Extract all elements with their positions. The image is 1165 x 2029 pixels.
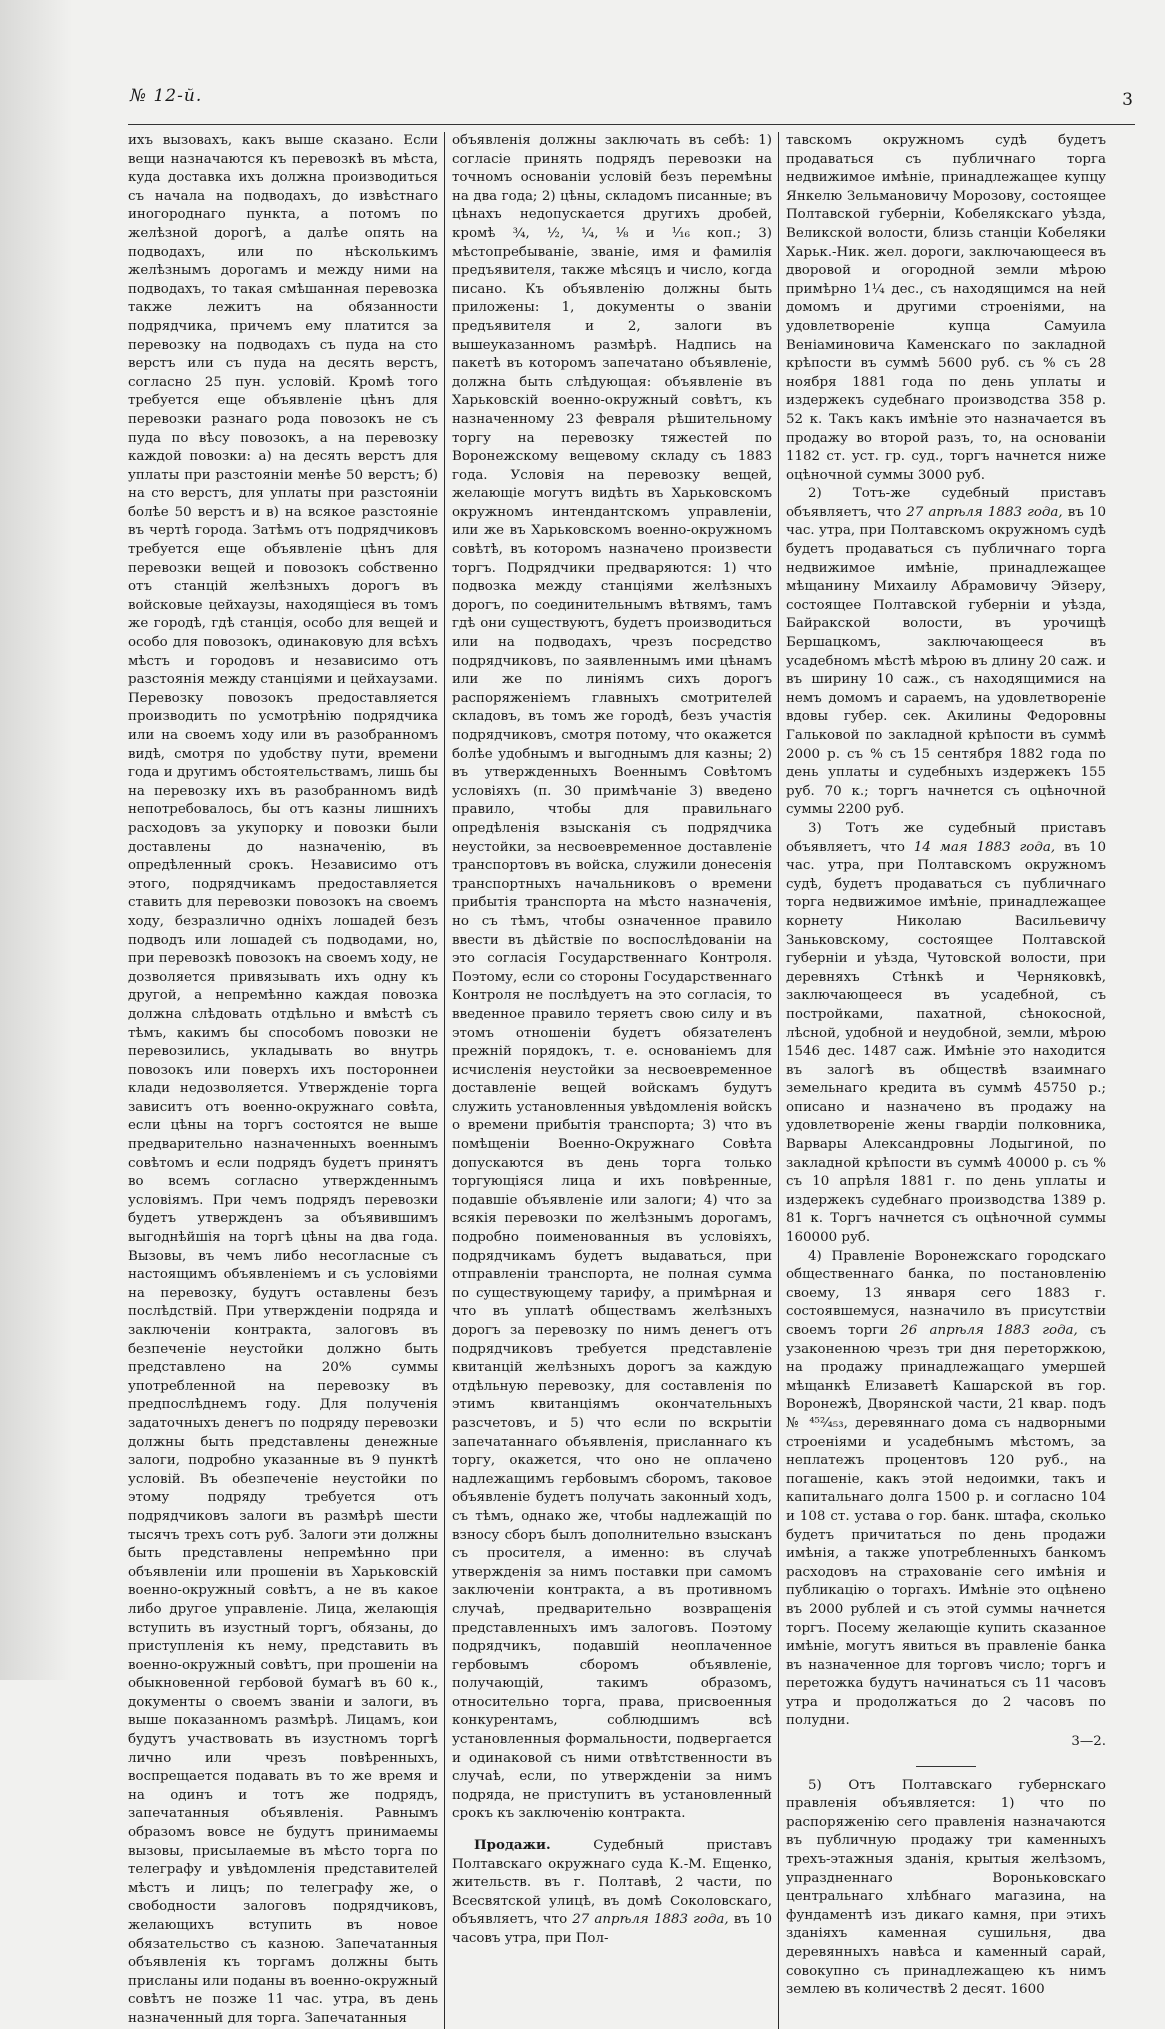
sale-2-date: 27 апрѣля 1883 года, <box>906 504 1063 520</box>
sale-4-signature: 3—2. <box>1071 1734 1106 1750</box>
sale-4-body: съ узаконенною чрезъ три дня переторжкою, на продажу принадлежащаго умершей мѣщанкѣ Елизаветѣ Кашарской въ гор. Воронежѣ, Дворянской части, 21 квар. подъ № ⁴⁵²⁄₄₅₃, деревяннаго дома съ надворными строеніями и усадебнымъ мѣстомъ, за неплатежъ процентовъ 120 руб., на погашеніе, какъ этой недоимки, такъ и капитальнаго долга 1500 р. и согласно 104 и 108 ст. устава о гор. банк. штафа, сколько будетъ причитаться по день продажи имѣнія, а также употребленныхъ банкомъ расходовъ на страхованіе сего имѣнія и публикацію о торгахъ. Имѣніе это оцѣнено въ 2000 рублей и съ этой суммы начнется торгъ. Посему желающіе купить сказанное имѣніе, могутъ явиться въ правленіе банка въ назначенное для торговъ число; торгъ и перетожка будутъ начинаться съ 11 часовъ утра и продолжаться до 2 часовъ по полудни. <box>786 1323 1106 1729</box>
page-gutter <box>0 0 72 1680</box>
contract-notice-conditions: объявленія должны заключать въ себѣ: 1) согласіе принять подрядъ перевозки на точномъ основаніи условій безъ перемѣны на два года; 2) цѣны, складомъ писанные; въ цѣнахъ недопускается другихъ дробей, кромѣ ¾, ½, ¼, ⅛ и ¹⁄₁₆ коп.; 3) мѣстопребываніе, званіе, имя и фамилія предъявителя, также мѣсяцъ и число, когда писано. Къ объявленію должны быть приложены: 1, документы о званіи предъявителя и 2, залоги въ вышеуказанномъ размѣрѣ. Надпись на пакетѣ въ которомъ запечатано объявленіе, должна быть слѣдующая: объявленіе въ Харьковскій военно-окружный совѣтъ, къ назначенному 23 февраля рѣшительному торгу на перевозку тяжестей по Воронежскому вещевому складу съ 1883 года. Условія на перевозку вещей, желающіе могутъ видѣть въ Харьковскомъ окружномъ интендантскомъ управленіи, или же въ Харьковскомъ военно-окружномъ совѣтѣ, въ которомъ назначено произвести торгъ. Подрядчики предваряются: 1) что подвозка между станціями желѣзныхъ дорогъ, по соединительнымъ вѣтвямъ, тамъ гдѣ они существуютъ, будетъ производиться или на подводахъ, чрезъ посредство подрядчиковъ, по заявленнымъ ими цѣнамъ или же по линіямъ сихъ дорогъ распоряженіемъ главныхъ смотрителей складовъ, въ томъ же городѣ, безъ участія подрядчиковъ, смотря потому, что окажется болѣе удобнымъ и выгоднымъ для казны; 2) въ утвержденныхъ Военнымъ Совѣтомъ условіяхъ (п. 30 примѣчаніе 3) введено правило, чтобы для правильнаго опредѣленія взысканія съ подрядчика неустойки, за несвоевременное доставленіе транспортовъ въ войска, служили донесенія транспортныхъ начальниковъ о времени прибытія транспорта на мѣсто назначенія, но съ тѣмъ, чтобы означенное правило ввести въ дѣйствіе по воспослѣдованіи на это согласія Государственнаго Контроля. Поэтому, если со стороны Государственнаго Контроля не послѣдуетъ на это согласія, то введенное правило теряетъ свою силу и въ этомъ отношеніи будетъ обязателенъ прежній порядокъ, т. е. основаніемъ для исчисленія неустойки за несвоевременное доставленіе вещей войскамъ будутъ служить установленныя увѣдомленія войскъ о времени прибытія транспорта; 3) что въ помѣщеніи Военно-Окружнаго Совѣта допускаются въ день торга только торгующіяся лица и ихъ повѣренные, подавшіе объявленіе или залоги; 4) что за всякія перевозки по желѣзнымъ дорогамъ, подробно поименованныя въ условіяхъ, подрядчикамъ будетъ выдаваться, при отправленіи транспорта, не полная сумма по существующему тарифу, а примѣрная и что въ уплатѣ обществамъ желѣзныхъ дорогъ за перевозку по нимъ денегъ отъ подрядчиковъ требуется представленіе квитанцій желѣзныхъ дорогъ за каждую отдѣльную перевозку, для составленія по этимъ квитанціямъ окончательныхъ разсчетовъ, и 5) что если по вскрытіи запечатаннаго объявленія, присланнаго къ торгу, окажется, что оно не оплачено надлежащимъ гербовымъ сборомъ, таковое объявленіе будетъ получать законный ходъ, съ тѣмъ, однако же, чтобы надлежащій по взносу сборъ былъ дополнительно взысканъ съ просителя, а именно: въ случаѣ утвержденія за нимъ поставки при самомъ заключеніи контракта, а въ противномъ случаѣ, предварительно возвращенія представленныхъ имъ залоговъ. Поэтому подрядчикъ, подавшій неоплаченное гербовымъ сборомъ объявленіе, получающій, такимъ образомъ, относительно торга, права, присвоенныя конкурентамъ, соблюдшимъ всѣ установленныя формальности, подвергается и одинаковой съ ними отвѣтственности въ случаѣ, если, по утвержденіи за нимъ подряда, не приступитъ въ установленный срокъ къ заключенію контракта. <box>452 133 772 1822</box>
sale-3-date: 14 мая 1883 года, <box>913 839 1056 855</box>
sale-notice-2 <box>786 485 1106 820</box>
sale-notice-1-continued: тавскомъ окружномъ судѣ будетъ продаваться съ публичнаго торга недвижимое имѣніе, принадлежащее купцу Янкелю Зельмановичу Морозову, состоящее Полтавской губерніи, Кобелякскаго уѣзда, Великской волости, близь станціи Кобеляки Харьк.-Ник. жел. дороги, заключающееся въ дворовой и огородной земли мѣрою примѣрно 1¼ дес., съ находящимся на ней домомъ и другими строеніями, на удовлетвореніе купца Самуила Веніаминовича Каменскаго по закладной крѣпости въ суммѣ 5600 руб. съ % съ 28 ноября 1881 года по день уплаты и издержекъ судебнаго производства 358 р. 52 к. Такъ какъ имѣніе это назначается въ продажу во второй разъ, то, на основаніи 1182 ст. уст. гр. суд., торгъ начнется ниже оцѣночной суммы 3000 руб. <box>786 133 1106 483</box>
section-divider <box>916 1766 976 1767</box>
column-2 <box>452 132 772 2029</box>
sale-1-date: 27 апрѣля 1883 года, <box>572 1912 729 1928</box>
sale-notice-4 <box>786 1248 1106 1731</box>
column-1 <box>128 132 438 2029</box>
sale-3-intro: 3) Тотъ же судебный приставъ объявляетъ, что <box>786 820 1106 855</box>
issue-number: № 12-й. <box>130 86 203 106</box>
sale-notice-5: 5) Отъ Полтавскаго губернскаго правленія объявляется: 1) что по распоряженію сего правленія назначаются въ публичную продажу три каменныхъ трехъ-этажныя зданія, крытыя желѣзомъ, упраздненнаго Вороньковскаго центральнаго хлѣбнаго магазина, на фундаментѣ изъ дикаго камня, при этихъ зданіяхъ каменная сушильня, два деревянныхъ навѣса и каменный сарай, совокупно съ принадлежащею къ нимъ землею въ количествѣ 2 десят. 1600 <box>786 1777 1106 1998</box>
column-3 <box>786 132 1106 2029</box>
header-rule <box>128 124 1135 125</box>
text-columns <box>128 132 1133 2026</box>
sale-2-body: въ 10 час. утра, при Полтавскомъ окружномъ судѣ будетъ продаваться съ публичнаго торга недвижимое имѣніе, принадлежащее мѣщанину Михаилу Абрамовичу Эйзеру, состоящее Полтавской губерніи и уѣзда, Байракской волости, въ урочищѣ Бершацкомъ, заключающееся въ усадебномъ мѣстѣ мѣрою въ длину 20 саж. и въ ширину 10 саж., съ находящимися на немъ домомъ и сараемъ, на удовлетвореніе вдовы губер. сек. Акилины Федоровны Гальковой по закладной крѣпости въ суммѣ 2000 р. съ % съ 15 сентября 1882 года по день уплаты и судебныхъ издержекъ 155 руб. 70 к.; торгъ начнется съ оцѣночной суммы 2200 руб. <box>786 504 1106 818</box>
sale-1-intro: Судебный приставъ Полтавскаго окружнаго суда К.-М. Ещенко, жительств. въ г. Полтавѣ, 2 части, по Всесвятской улицѣ, въ домѣ Соколовскаго, объявляетъ, что <box>452 1838 772 1928</box>
page-number: 3 <box>1122 90 1133 110</box>
sale-4-date: 26 апрѣля 1883 года, <box>900 1323 1078 1338</box>
sale-2-intro: 2) Тотъ-же судебный приставъ объявляетъ, что <box>786 486 1106 520</box>
sale-notice-1-start <box>452 1836 772 1949</box>
newspaper-page <box>72 0 1165 2026</box>
sale-3-body: въ 10 час. утра, при Полтавскомъ окружномъ судѣ, будетъ продаваться съ публичнаго торга недвижимое имѣніе, принадлежащее корнету Николаю Васильевичу Заньковскому, состоящее Полтавской губерніи и уѣзда, Чутовской волости, при деревняхъ Стѣнкѣ и Черняковкѣ, заключающееся въ усадебной, съ постройками, пахатной, сѣнокосной, лѣсной, удобной и неудобной, земли, мѣрою 1546 дес. 1487 саж. Имѣніе это находится въ залогѣ въ обществѣ взаимнаго земельнаго кредита въ суммѣ 45750 р.; описано и назначено въ продажу на удовлетвореніе жены гвардіи полковника, Варвары Александровны Лодыгиной, по закладной крѣпости въ суммѣ 40000 р. съ % съ 10 апрѣля 1881 г. по день уплаты и издержекъ судебнаго производства 1389 р. 81 к. Торгъ начнется съ оцѣночной суммы 160000 руб. <box>786 839 1106 1246</box>
sales-heading: Продажи. <box>474 1837 551 1854</box>
sale-4-intro: 4) Правленіе Воронежскаго городскаго общественнаго банка, по постановленію своему, 13 января сего 1883 г. состоявшемуся, назначило въ присутствіи своемъ торги <box>786 1248 1106 1338</box>
contract-notice-continued: ихъ вызовахъ, какъ выше сказано. Если вещи назначаются къ перевозкѣ въ мѣста, куда доставка ихъ должна производиться съ начала на подводахъ, до извѣстнаго иногороднаго пункта, а потомъ по желѣзной дорогѣ, а далѣе опять на подводахъ, или по нѣсколькимъ желѣзнымъ дорогамъ и между ними на подводахъ, то такая смѣшанная перевозка также лежитъ на обязанности подрядчика, причемъ ему платится за перевозку на подводахъ съ пуда на сто верстъ или съ пуда на десять верстъ, согласно 25 пун. условій. Кромѣ того требуется еще объявленіе цѣнъ для перевозки разнаго рода повозокъ не съ пуда по вѣсу повозокъ, а на перевозку каждой повозки: а) на десять верстъ для уплаты при разстояніи менѣе 50 верстъ; б) на сто верстъ, для уплаты при разстояніи болѣе 50 верстъ и в) на всякое разстояніе въ чертѣ города. Затѣмъ отъ подрядчиковъ требуется еще объявленіе цѣнъ для перевозки вещей и повозокъ собственно отъ станцій желѣзныхъ дорогъ въ войсковые цейхаузы, находящіеся въ томъ же городѣ, гдѣ станція, особо для вещей и особо для повозокъ, одинаковую для всѣхъ мѣстъ и городовъ и независимо отъ разстоянія между станціями и цейхаузами. Перевозку повозокъ предоставляется производить по усмотрѣнію подрядчика или на своемъ ходу или въ разобранномъ видѣ, смотря по удобству пути, времени года и другимъ обстоятельствамъ, лишь бы на перевозку ихъ въ разобранномъ видѣ непотребовалось, бы отъ казны лишнихъ расходовъ за укупорку и повозки были доставлены до назначенію, въ опредѣленный срокъ. Независимо отъ этого, подрядчикамъ предоставляется ставить для перевозки повозокъ на своемъ ходу, безразлично одніхъ лошадей безъ подводъ или лошадей съ подводами, но, при перевозкѣ повозокъ на своемъ ходу, не дозволяется привязывать ихъ одну къ другой, а непремѣнно каждая повозка должна слѣдовать отдѣльно и вмѣстѣ съ тѣмъ, какимъ бы способомъ повозки не перевозились, укладывать во внутрь повозокъ или поверхъ ихъ постороннеи клади недозволяется. Утвержденіе торга зависитъ отъ военно-окружнаго совѣта, если цѣны на торгъ состоятся не выше предварительно назначенныхъ военнымъ совѣтомъ и если подрядъ будетъ принятъ во всемъ согласно утвержденнымъ условіямъ. При чемъ подрядъ перевозки будетъ утвержденъ за объявившимъ выгоднѣйшія на торгѣ цѣны на два года. Вызовы, въ чемъ либо несогласные съ настоящимъ объявленіемъ и съ условіями на перевозку, будутъ оставлены безъ послѣдствій. При утвержденіи подряда и заключеніи контракта, залоговъ въ безпеченіе неустойки должно быть представлено на 20% суммы употребленной на перевозку въ предпослѣднемъ году. Для полученія задаточныхъ денегъ по подряду перевозки должны быть представлены денежные залоги, подробно указанные въ 9 пунктѣ условій. Въ обезпеченіе неустойки по этому подряду требуется отъ подрядчиковъ залоги въ размѣрѣ шести тысячъ трехъ сотъ руб. Залоги эти должны быть представлены непремѣнно при объявленіи или прошеніи въ Харьковскій военно-окружный совѣтъ, а не въ какое либо другое управленіе. Лица, желающія вступить въ изустный торгъ, обязаны, до приступленія къ нему, представить въ военно-окружный совѣтъ, при прошеніи на обыкновенной гербовой бумагѣ въ 60 к., документы о своемъ званіи и залоги, въ выше показанномъ размѣрѣ. Лицамъ, кои будутъ участвовать въ изустномъ торгѣ лично или чрезъ повѣренныхъ, воспрещается подавать въ то же время и на одинъ и тотъ же подрядъ, запечатанныя объявленія. Равнымъ образомъ вовсе не будутъ принимаемы вызовы, присылаемые въ мѣсто торга по телеграфу и увѣдомленія представителей мѣстъ и лицъ; по телеграфу же, о свободности залоговъ подрядчиковъ, желающихъ вступить въ новое обязательство съ казною. Запечатанныя объявленія къ торгамъ должны быть присланы или поданы въ военно-окружный совѣтъ не позже 11 час. утра, въ день назначенный для торга. Запечатанныя <box>128 133 438 2026</box>
sale-1-tail: въ 10 часовъ утра, при Пол- <box>452 1912 772 1946</box>
sale-notice-3 <box>786 820 1106 1248</box>
